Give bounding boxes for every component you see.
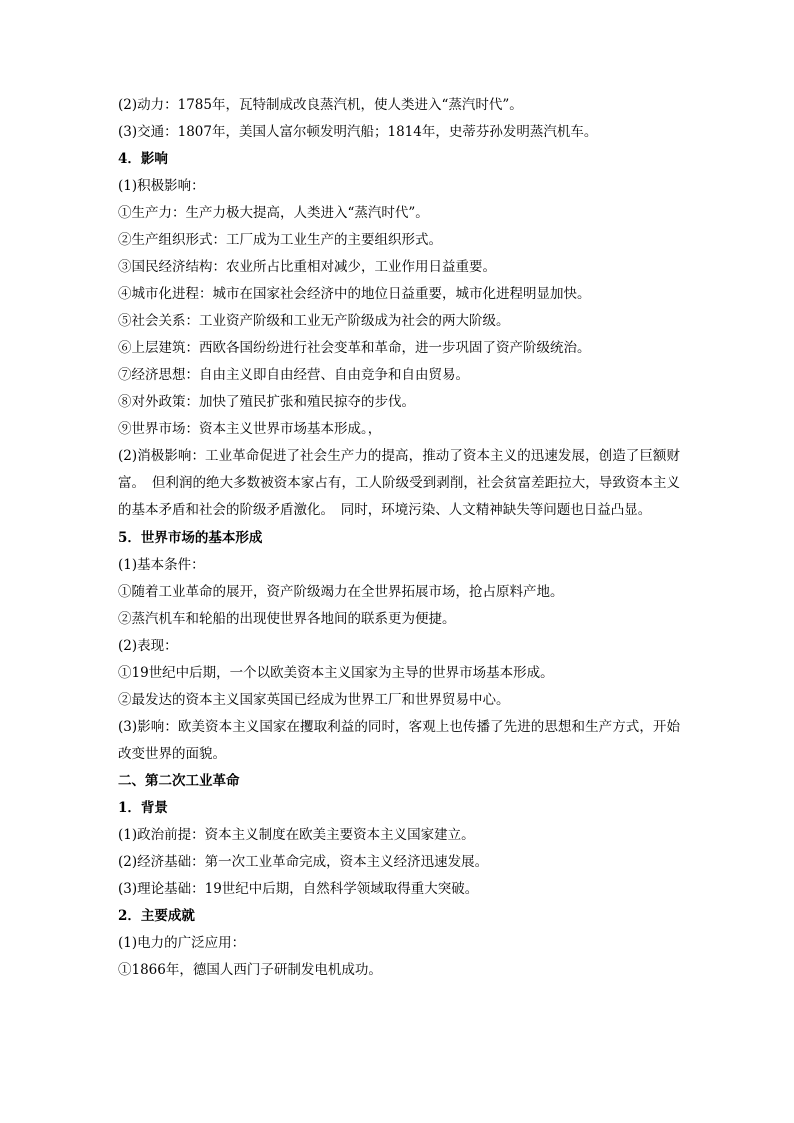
- text-line: (3)交通：1807年，美国人富尔顿发明汽船；1814年，史蒂芬孙发明蒸汽机车。: [118, 124, 598, 140]
- text-line: (2)表现：: [118, 637, 178, 654]
- text-line: (1)积极影响：: [118, 178, 205, 194]
- paragraph-world-market-impact: (3)影响：欧美资本主义国家在攫取利益的同时，客观上也传播了先进的思想和生产方式，开始改变世界的面貌。: [118, 718, 680, 762]
- text-line: ⑤社会关系：工业资产阶级和工业无产阶级成为社会的两大阶级。: [118, 313, 510, 329]
- text-block-second-industrial-revolution: [118, 768, 680, 984]
- document-page: [118, 92, 680, 984]
- text-block-impacts: [118, 92, 680, 443]
- paragraph-negative-impact: (2)消极影响：工业革命促进了社会生产力的提高，推动了资本主义的迅速发展，创造了巨额财富。 但利润的绝大多数被资本家占有，工人阶级受到剥削，社会贫富差距拉大，导致资本主义的基本矛盾和社会的阶级矛盾激化。 同时，环境污染、人文精神缺失等问题也日益凸显。: [118, 448, 680, 519]
- section-heading: 二、第二次工业革命: [118, 773, 240, 790]
- text-line: ④城市化进程：城市在国家社会经济中的地位日益重要，城市化进程明显加快。: [118, 286, 591, 302]
- section-heading: 2．主要成就: [118, 908, 195, 925]
- text-line: ②生产组织形式：工厂成为工业生产的主要组织形式。: [118, 232, 442, 248]
- text-line: ①生产力：生产力极大提高，人类进入“蒸汽时代”。: [118, 205, 429, 221]
- text-line: ⑥上层建筑：西欧各国纷纷进行社会变革和革命，进一步巩固了资产阶级统治。: [118, 340, 591, 356]
- text-line: (1)政治前提：资本主义制度在欧美主要资本主义国家建立。: [118, 827, 475, 844]
- text-block-world-market: [118, 525, 680, 714]
- text-line: (1)基本条件：: [118, 556, 205, 573]
- text-line: ①19世纪中后期，一个以欧美资本主义国家为主导的世界市场基本形成。: [118, 664, 554, 681]
- text-line: (1)电力的广泛应用：: [118, 935, 246, 952]
- text-line: ⑦经济思想：自由主义即自由经营、自由竞争和自由贸易。: [118, 367, 469, 383]
- text-line: ③国民经济结构：农业所占比重相对减少，工业作用日益重要。: [118, 259, 496, 275]
- section-heading: 4．影响: [118, 151, 168, 167]
- text-line: (3)理论基础：19世纪中后期，自然科学领域取得重大突破。: [118, 881, 479, 898]
- text-line: ②蒸汽机车和轮船的出现使世界各地间的联系更为便捷。: [118, 610, 456, 627]
- text-line: ①随着工业革命的展开，资产阶级竭力在全世界拓展市场，抢占原料产地。: [118, 583, 564, 600]
- text-line: ②最发达的资本主义国家英国已经成为世界工厂和世界贸易中心。: [118, 691, 510, 708]
- section-heading: 1．背景: [118, 800, 168, 817]
- text-line: (2)动力：1785年，瓦特制成改良蒸汽机，使人类进入“蒸汽时代”。: [118, 97, 523, 113]
- section-heading: 5．世界市场的基本形成: [118, 529, 263, 546]
- text-line: ①1866年，德国人西门子研制发电机成功。: [118, 962, 382, 979]
- text-line: ⑧对外政策：加快了殖民扩张和殖民掠夺的步伐。: [118, 394, 415, 410]
- text-line: (2)经济基础：第一次工业革命完成，资本主义经济迅速发展。: [118, 854, 489, 871]
- text-line: ⑨世界市场：资本主义世界市场基本形成。，: [118, 421, 382, 437]
